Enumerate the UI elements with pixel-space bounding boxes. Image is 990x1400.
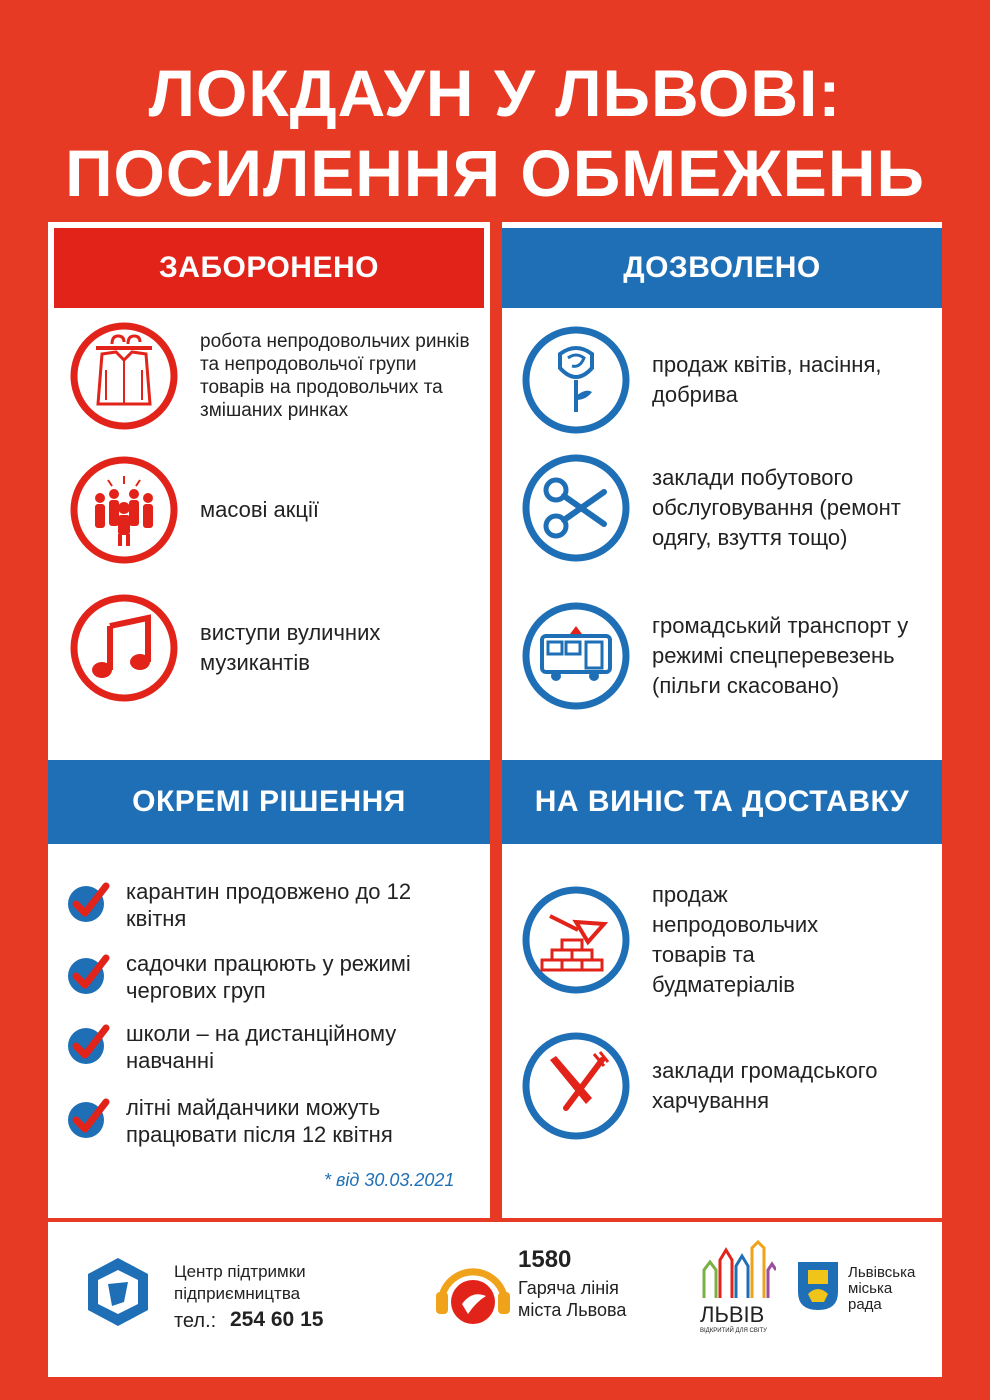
flower-icon: [520, 324, 632, 436]
bus-icon: [520, 600, 632, 712]
right-panel: [502, 222, 942, 1218]
phone-label: тел.:: [174, 1310, 217, 1332]
left-panel: [48, 222, 490, 1218]
crowd-icon: [68, 454, 180, 566]
allowed-item-text: продаж квітів, насіння, добрива: [652, 352, 882, 407]
forbidden-item-markets: [68, 320, 478, 432]
hotline-line1: Гаряча лінія: [518, 1278, 619, 1298]
clothes-icon: [68, 320, 180, 432]
takeaway-item-text: продаж непродовольчих товарів та будматеріалів: [652, 882, 819, 997]
allowed-item-text: заклади побутового обслуговування (ремонт одягу, взуття тощо): [652, 465, 901, 550]
forbidden-item-text: виступи вуличних музикантів: [200, 620, 381, 675]
council-coat-of-arms-icon: [796, 1260, 840, 1312]
checkmark-icon: [66, 952, 110, 996]
forbidden-header: ЗАБОРОНЕНО: [54, 228, 484, 308]
decision-item: [66, 878, 466, 932]
council-line3: рада: [848, 1296, 882, 1313]
lviv-city-logo-icon: [696, 1240, 776, 1300]
center-name-line2: підприємництва: [174, 1284, 301, 1303]
page-title-line1: ЛОКДАУН У ЛЬВОВІ:: [148, 56, 842, 130]
decision-item: [66, 1020, 466, 1074]
forbidden-item-text: робота непродовольчих ринків та непродовольчої групи товарів на продовольчих та змішаних ринках: [200, 331, 470, 421]
date-note: * від 30.03.2021: [324, 1170, 455, 1190]
scissors-icon: [520, 452, 632, 564]
forbidden-item-text: масові акції: [200, 497, 319, 522]
takeaway-item-food: [520, 1030, 930, 1142]
decision-item: [66, 1094, 466, 1148]
allowed-item-flowers: [520, 324, 930, 436]
footer: [48, 1222, 942, 1377]
decision-text: школи – на дистанційному навчанні: [126, 1021, 397, 1073]
forbidden-item-mass-events: [68, 454, 478, 566]
hotline-number[interactable]: 1580: [518, 1246, 572, 1273]
decision-text: садочки працюють у режимі чергових груп: [126, 951, 411, 1003]
lviv-slogan: ВІДКРИТИЙ ДЛЯ СВІТУ: [700, 1328, 767, 1334]
decision-text: карантин продовжено до 12 квітня: [126, 879, 412, 931]
forbidden-item-street-musicians: [68, 592, 478, 704]
checkmark-icon: [66, 1022, 110, 1066]
allowed-item-transport: [520, 600, 930, 712]
hotline-line2: міста Львова: [518, 1300, 627, 1320]
hotline-logo-icon: [428, 1246, 518, 1336]
business-support-logo-icon: [78, 1252, 158, 1332]
council-line1: Львівська: [848, 1264, 916, 1281]
decision-item: [66, 950, 466, 1004]
decisions-header: ОКРЕМІ РІШЕННЯ: [48, 760, 490, 844]
checkmark-icon: [66, 1096, 110, 1140]
council-line2: міська: [848, 1280, 893, 1297]
lviv-logo-text: ЛЬВІВ: [700, 1302, 765, 1327]
checkmark-icon: [66, 880, 110, 924]
music-note-icon: [68, 592, 180, 704]
phone-number[interactable]: 254 60 15: [230, 1308, 324, 1331]
takeaway-item-goods: [520, 880, 930, 1000]
allowed-item-text: громадський транспорт у режимі спецперевезень (пільги скасовано): [652, 613, 909, 698]
page-title-line2: ПОСИЛЕННЯ ОБМЕЖЕНЬ: [65, 136, 925, 210]
center-name-line1: Центр підтримки: [174, 1262, 306, 1281]
takeaway-header: НА ВИНІС ТА ДОСТАВКУ: [502, 760, 942, 844]
knife-fork-icon: [520, 1030, 632, 1142]
allowed-item-services: [520, 452, 930, 564]
bricks-trowel-icon: [520, 884, 632, 996]
allowed-header: ДОЗВОЛЕНО: [502, 228, 942, 308]
decision-text: літні майданчики можуть працювати після 12 квітня: [126, 1095, 393, 1147]
takeaway-item-text: заклади громадського харчування: [652, 1058, 878, 1113]
